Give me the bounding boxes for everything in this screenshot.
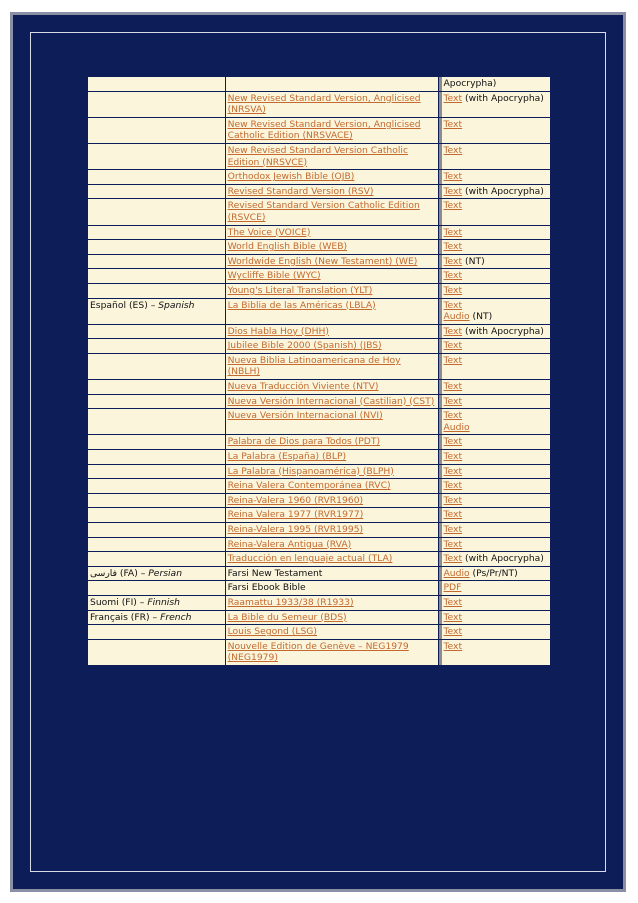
table-row <box>88 92 550 117</box>
text-link[interactable]: Text <box>443 270 463 282</box>
links-cell <box>439 552 551 566</box>
table-row <box>88 611 550 625</box>
version-link[interactable]: Revised Standard Version Catholic Edition (RSVCE) <box>227 200 420 223</box>
table-row <box>88 625 550 639</box>
version-link[interactable]: Raamattu 1933/38 (R1933) <box>227 596 354 608</box>
language-english-name: Finnish <box>147 596 180 608</box>
dash: – <box>152 611 158 623</box>
version-name: Farsi Ebook Bible <box>227 582 306 594</box>
text-link[interactable]: Text <box>443 354 463 366</box>
version-cell <box>226 479 438 493</box>
links-cell <box>439 450 551 464</box>
version-link[interactable]: Reina-Valera Antigua (RVA) <box>227 538 352 550</box>
language-cell <box>88 299 225 324</box>
table-row <box>88 240 550 254</box>
version-link[interactable]: Young's Literal Translation (YLT) <box>227 284 373 296</box>
version-cell <box>226 354 438 379</box>
version-cell <box>226 92 438 117</box>
text-link[interactable]: Text <box>443 381 463 393</box>
table-row <box>88 395 550 409</box>
language-cell <box>88 494 225 508</box>
links-cell <box>439 284 551 298</box>
language-cell <box>88 611 225 625</box>
version-link[interactable]: Wycliffe Bible (WYC) <box>227 270 321 282</box>
version-cell <box>226 380 438 394</box>
version-cell <box>226 199 438 224</box>
pdf-link[interactable]: PDF <box>443 582 462 594</box>
table-row <box>88 479 550 493</box>
language-english-name: French <box>160 611 192 623</box>
language-cell <box>88 538 225 552</box>
language-cell <box>88 625 225 639</box>
text-link[interactable]: Text <box>443 171 463 183</box>
text-link[interactable]: Text <box>443 596 463 608</box>
version-link[interactable]: Revised Standard Version (RSV) <box>227 185 374 197</box>
links-cell <box>439 409 551 434</box>
version-link[interactable]: Reina Valera Contemporánea (RVC) <box>227 480 391 492</box>
text-link[interactable]: Text <box>443 465 463 477</box>
text-link[interactable]: Text <box>443 241 463 253</box>
links-cell <box>439 240 551 254</box>
language-cell <box>88 144 225 169</box>
language-cell <box>88 596 225 610</box>
version-link[interactable]: Palabra de Dios para Todos (PDT) <box>227 436 381 448</box>
continuation-text: Apocrypha) <box>443 78 497 89</box>
links-cell <box>439 523 551 537</box>
version-link[interactable]: Nueva Versión Internacional (Castilian) (CST) <box>227 395 435 407</box>
language-name: (FA) <box>119 567 138 579</box>
language-name: Français (FR) <box>90 611 150 623</box>
text-link[interactable]: Text <box>443 451 463 463</box>
table-row <box>88 380 550 394</box>
table-row <box>88 596 550 610</box>
version-link[interactable]: World English Bible (WEB) <box>227 241 348 253</box>
link-note: (with Apocrypha) <box>465 92 544 104</box>
table-row <box>88 538 550 552</box>
link-note: (with Apocrypha) <box>465 325 544 337</box>
text-link[interactable]: Text <box>443 226 463 238</box>
link-note: (NT) <box>465 255 485 267</box>
text-link[interactable]: Text <box>443 611 463 623</box>
text-link[interactable]: Text <box>443 538 463 550</box>
text-link[interactable]: Text <box>443 524 463 535</box>
version-cell <box>226 185 438 199</box>
version-cell <box>226 450 438 464</box>
table-row <box>88 435 550 449</box>
text-link[interactable]: Text <box>443 494 463 506</box>
version-cell <box>226 255 438 269</box>
table-row <box>88 552 550 566</box>
links-cell <box>439 538 551 552</box>
links-cell <box>439 479 551 493</box>
version-link[interactable]: La Palabra (Hispanoamérica) (BLPH) <box>227 465 394 477</box>
links-cell <box>439 92 551 117</box>
table-row <box>88 226 550 240</box>
table-row <box>88 255 550 269</box>
table-row <box>88 118 550 143</box>
version-link[interactable]: Louis Segond (LSG) <box>227 626 318 638</box>
language-english-name: Persian <box>148 567 183 579</box>
language-cell <box>88 435 225 449</box>
version-cell <box>226 538 438 552</box>
table-row <box>88 269 550 283</box>
text-link[interactable]: Text <box>443 395 463 407</box>
version-link[interactable]: New Revised Standard Version, Anglicised (NRSVA) <box>227 92 421 116</box>
version-cell <box>226 567 438 581</box>
language-cell <box>88 409 225 434</box>
links-cell <box>439 199 551 224</box>
table-row <box>88 640 550 665</box>
version-cell <box>226 269 438 283</box>
language-cell <box>88 240 225 254</box>
language-cell <box>88 581 225 595</box>
language-cell <box>88 185 225 199</box>
language-cell <box>88 395 225 409</box>
language-cell <box>88 226 225 240</box>
version-link[interactable]: La Bible du Semeur (BDS) <box>227 611 347 623</box>
version-cell <box>226 581 438 595</box>
links-cell <box>439 299 551 324</box>
version-cell <box>226 339 438 353</box>
version-name: Farsi New Testament <box>227 567 323 579</box>
audio-link[interactable]: Audio <box>443 311 470 323</box>
version-link[interactable]: La Palabra (España) (BLP) <box>227 451 347 463</box>
version-cell <box>226 226 438 240</box>
version-link[interactable]: Worldwide English (New Testament) (WE) <box>227 255 418 267</box>
text-link[interactable]: Text <box>443 92 463 104</box>
table-row <box>88 284 550 298</box>
table-row <box>88 508 550 522</box>
language-cell <box>88 354 225 379</box>
version-link[interactable]: Reina-Valera 1995 (RVR1995) <box>227 524 364 535</box>
links-cell <box>439 269 551 283</box>
dash: – <box>150 299 156 311</box>
table-row <box>88 523 550 537</box>
table-row <box>88 567 550 581</box>
text-link[interactable]: Text <box>443 480 463 492</box>
text-link[interactable]: Text <box>443 436 463 448</box>
dash: – <box>140 567 146 579</box>
links-cell <box>439 255 551 269</box>
version-link[interactable]: La Biblia de las Américas (LBLA) <box>227 299 376 311</box>
links-cell <box>439 226 551 240</box>
table-row <box>88 409 550 434</box>
version-cell <box>226 77 438 91</box>
language-cell <box>88 380 225 394</box>
bible-versions-table <box>87 76 551 666</box>
audio-link[interactable]: Audio <box>443 421 470 433</box>
table-row <box>88 465 550 479</box>
version-cell <box>226 118 438 143</box>
text-link[interactable]: Text <box>443 553 463 565</box>
table-row <box>88 199 550 224</box>
text-link[interactable]: Text <box>443 255 463 267</box>
links-cell <box>439 325 551 339</box>
language-cell <box>88 170 225 184</box>
links-cell <box>439 508 551 522</box>
version-link[interactable]: Reina Valera 1977 (RVR1977) <box>227 509 364 521</box>
text-link[interactable]: Text <box>443 299 463 311</box>
version-cell <box>226 640 438 665</box>
language-name: Suomi (FI) <box>90 596 137 608</box>
text-link[interactable]: Text <box>443 118 463 130</box>
version-cell <box>226 523 438 537</box>
links-cell <box>439 625 551 639</box>
links-cell <box>439 144 551 169</box>
links-cell <box>439 354 551 379</box>
table-row <box>88 144 550 169</box>
version-cell <box>226 435 438 449</box>
text-link[interactable]: Text <box>443 144 463 156</box>
language-cell <box>88 325 225 339</box>
version-link[interactable]: Orthodox Jewish Bible (OJB) <box>227 171 355 183</box>
table-row <box>88 354 550 379</box>
links-cell <box>439 185 551 199</box>
version-link[interactable]: Nueva Biblia Latinoamericana de Hoy (NBLH) <box>227 354 401 378</box>
text-link[interactable]: Text <box>443 325 463 337</box>
version-link[interactable]: Traducción en lenguaje actual (TLA) <box>227 553 393 565</box>
language-cell <box>88 465 225 479</box>
table-row <box>88 581 550 595</box>
links-cell <box>439 118 551 143</box>
links-cell <box>439 435 551 449</box>
language-cell <box>88 508 225 522</box>
language-cell <box>88 479 225 493</box>
link-note: (with Apocrypha) <box>465 185 544 197</box>
version-cell <box>226 465 438 479</box>
language-cell <box>88 199 225 224</box>
links-cell <box>439 77 551 91</box>
language-cell <box>88 118 225 143</box>
text-link[interactable]: Text <box>443 509 463 521</box>
links-cell <box>439 640 551 665</box>
version-cell <box>226 284 438 298</box>
links-cell <box>439 567 551 581</box>
version-link[interactable]: Nouvelle Edition de Genève – NEG1979 (NEG1979) <box>227 640 409 664</box>
version-cell <box>226 170 438 184</box>
language-cell <box>88 523 225 537</box>
version-cell <box>226 144 438 169</box>
version-cell <box>226 508 438 522</box>
version-cell <box>226 494 438 508</box>
table-row <box>88 170 550 184</box>
language-cell <box>88 450 225 464</box>
text-link[interactable]: Text <box>443 626 463 638</box>
table-row <box>88 325 550 339</box>
table-row <box>88 339 550 353</box>
version-link[interactable]: Nueva Traducción Viviente (NTV) <box>227 381 379 393</box>
version-link[interactable]: Nueva Versión Internacional (NVI) <box>227 410 383 422</box>
language-cell <box>88 339 225 353</box>
version-cell <box>226 409 438 434</box>
version-cell <box>226 325 438 339</box>
version-cell <box>226 395 438 409</box>
dash: – <box>139 596 145 608</box>
language-cell <box>88 284 225 298</box>
text-link[interactable]: Text <box>443 410 463 422</box>
text-link[interactable]: Text <box>443 340 463 352</box>
link-note: (with Apocrypha) <box>465 553 544 565</box>
link-note: (NT) <box>472 311 493 323</box>
version-link[interactable]: Dios Habla Hoy (DHH) <box>227 325 329 337</box>
version-cell <box>226 625 438 639</box>
links-cell <box>439 611 551 625</box>
language-cell <box>88 92 225 117</box>
language-cell <box>88 255 225 269</box>
version-link[interactable]: The Voice (VOICE) <box>227 226 311 238</box>
language-cell <box>88 269 225 283</box>
language-english-name: Spanish <box>158 299 195 311</box>
links-cell <box>439 170 551 184</box>
text-link[interactable]: Text <box>443 185 463 197</box>
links-cell <box>439 465 551 479</box>
language-cell <box>88 77 225 91</box>
version-cell <box>226 552 438 566</box>
language-native-name: فارسی <box>90 567 117 579</box>
link-note: (Ps/Pr/NT) <box>472 567 518 579</box>
version-cell <box>226 611 438 625</box>
language-cell <box>88 640 225 665</box>
language-cell <box>88 552 225 566</box>
links-cell <box>439 596 551 610</box>
audio-link[interactable]: Audio <box>443 567 470 579</box>
version-cell <box>226 299 438 324</box>
text-link[interactable]: Text <box>443 200 463 212</box>
version-link[interactable]: New Revised Standard Version Catholic Edition (NRSVCE) <box>227 144 409 168</box>
table-row <box>88 77 550 91</box>
links-cell <box>439 395 551 409</box>
language-name: Español (ES) <box>90 299 148 311</box>
links-cell <box>439 494 551 508</box>
links-cell <box>439 380 551 394</box>
links-cell <box>439 581 551 595</box>
table-row <box>88 494 550 508</box>
text-link[interactable]: Text <box>443 284 463 296</box>
version-link[interactable]: Jubilee Bible 2000 (Spanish) (JBS) <box>227 340 382 352</box>
version-cell <box>226 596 438 610</box>
table-row <box>88 450 550 464</box>
language-cell <box>88 567 225 581</box>
table-row <box>88 185 550 199</box>
table-row <box>88 299 550 324</box>
version-link[interactable]: Reina-Valera 1960 (RVR1960) <box>227 494 364 506</box>
links-cell <box>439 339 551 353</box>
version-link[interactable]: New Revised Standard Version, Anglicised Catholic Edition (NRSVACE) <box>227 118 421 142</box>
version-cell <box>226 240 438 254</box>
text-link[interactable]: Text <box>443 640 463 652</box>
